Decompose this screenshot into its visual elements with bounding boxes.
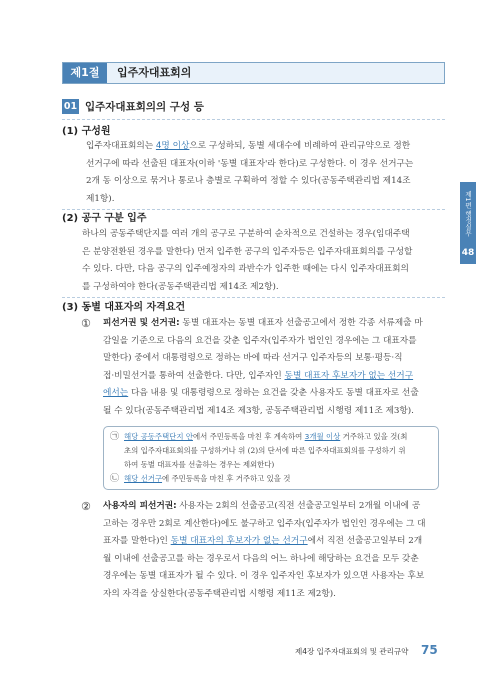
divider [62, 119, 445, 120]
divider [62, 209, 445, 210]
s2-line-2: 은 분양전환된 경우를 말한다) 먼저 입주한 공구의 입주자등은 입주자대표회의를 구성할 [82, 246, 413, 257]
section-header-bar [62, 62, 445, 84]
side-tab-label: 제1편 행정실무 [464, 191, 472, 237]
s2-line-4: 를 구성하여야 한다(공동주택관리법 제14조 제2항). [82, 281, 279, 292]
divider [62, 297, 445, 298]
item-1-line-6: 될 수 있다(공동주택관리법 제14조 제3항, 공동주택관리법 시행령 제11조 제3항). [103, 405, 414, 416]
highlight-same-district: 해당 선거구 [124, 474, 163, 483]
note-line-2: 초의 입주자대표회의를 구성하거나 위 (2)의 단서에 따른 입주자대표회의를 구성하기 위 [124, 446, 406, 455]
s2-paragraph [82, 226, 440, 296]
s2-line-3: 수 있다. 다만, 다음 공구의 입주예정자의 과반수가 입주한 때에는 다시 입주자대표회의 [82, 264, 409, 275]
item-1-line-3: 말한다) 중에서 대통령령으로 정하는 바에 따라 선거구 입주자등의 보통·평등·직 [103, 353, 403, 364]
item-number-1: ① [81, 317, 91, 330]
item-2-line-6: 자의 자격을 상실한다(공동주택관리법 시행령 제11조 제2항). [103, 588, 336, 599]
s1-paragraph [86, 138, 438, 208]
item-2-paragraph [103, 498, 439, 604]
s1-title: (1) 구성원 [62, 126, 111, 137]
footer-chapter-title: 제4장 입주자대표회의 및 관리규약 [295, 647, 409, 656]
s2-line-1: 하나의 공동주택단지를 여러 개의 공구로 구분하여 순차적으로 건설하는 경우(임대주택 [82, 229, 410, 239]
item-2-line-2: 고하는 경우만 2회로 계산한다)에도 불구하고 입주자(입주자가 법인인 경우에는 그 대 [103, 518, 426, 529]
item-number-2: ② [81, 500, 91, 513]
item-2-line-3: 표자를 말한다)인 동별 대표자의 후보자가 없는 선거구에서 직전 선출공고일부터 2개 [103, 536, 423, 547]
highlight-no-candidate-2: 동별 대표자의 후보자가 없는 선거구 [170, 536, 308, 547]
side-tab-number: 48 [461, 248, 475, 258]
highlight-same-complex: 해당 공동주택단지 안 [124, 432, 193, 441]
item-1-line-2: 감일을 기준으로 다음의 요건을 갖춘 입주자(입주자가 법인인 경우에는 그 대표자를 [103, 335, 417, 346]
highlight-3-months: 3개월 이상 [304, 432, 341, 441]
item-2-line-4: 월 이내에 선출공고를 하는 경우로서 다음의 어느 하나에 해당하는 요건을 모두 갖춘 [103, 553, 419, 564]
s1-line-3: 2개 동 이상으로 묶거나 통로나 층별로 구획하여 정할 수 있다(공동주택관리법 제14조 [86, 176, 411, 187]
section-tag: 제1절 [63, 63, 107, 83]
note-marker-1: ㉠ [110, 432, 120, 442]
highlight-no-candidate: 동별 대표자 후보자가 없는 선거구 [284, 370, 414, 381]
section-title: 입주자대표회의 [117, 66, 192, 79]
item-2-line-5: 경우에는 동별 대표자가 될 수 있다. 이 경우 입주자인 후보자가 있으면 사용자는 후보 [103, 571, 425, 582]
note-line-1: 해당 공동주택단지 안에서 주민등록을 마친 후 계속하여 3개월 이상 거주하고 있을 것(최 [124, 432, 408, 441]
note-line-3: 하여 동별 대표자를 선출하는 경우는 제외한다) [124, 460, 275, 469]
s1-line-2: 선거구에 따라 선출된 대표자(이하 '동별 대표자'라 한다)로 구성한다. 이 경우 선거구는 [86, 158, 414, 169]
heading-title: 입주자대표회의의 구성 등 [85, 101, 204, 113]
s2-title: (2) 공구 구분 입주 [62, 213, 147, 224]
note-line-4: 해당 선거구에 주민등록을 마친 후 거주하고 있을 것 [124, 474, 291, 483]
s1-line-1: 입주자대표회의는 4명 이상으로 구성하되, 동별 세대수에 비례하여 관리규약으로 정한 [86, 141, 411, 151]
s3-title: (3) 동별 대표자의 자격요건 [62, 302, 186, 313]
item-1-label: 피선거권 및 선거권: [103, 318, 180, 328]
page-number: 75 [421, 643, 438, 657]
note-marker-2: ㉡ [110, 474, 120, 484]
item-1-line-1: 피선거권 및 선거권: 동별 대표자는 동별 대표자 선출공고에서 정한 각종 서류제출 마 [103, 318, 423, 328]
item-2-label: 사용자의 피선거권: [103, 501, 177, 511]
subsection-heading [62, 99, 204, 115]
item-2-line-1: 사용자의 피선거권: 사용자는 2회의 선출공고(직전 선출공고일부터 2개월 이내에 공 [103, 501, 421, 511]
requirements-note-box [103, 426, 439, 490]
heading-number-badge: 01 [63, 101, 78, 112]
item-1-line-4: 접·비밀선거를 통하여 선출한다. 다만, 입주자인 동별 대표자 후보자가 없는 선거구 [103, 370, 414, 381]
highlight-4-members: 4명 이상 [155, 141, 190, 151]
item-1-line-5: 에서는 다음 내용 및 대통령령으로 정하는 요건을 갖춘 사용자도 동별 대표자로 선출 [103, 388, 419, 399]
item-1-paragraph [103, 315, 439, 421]
s1-line-4: 제1항). [86, 193, 115, 204]
